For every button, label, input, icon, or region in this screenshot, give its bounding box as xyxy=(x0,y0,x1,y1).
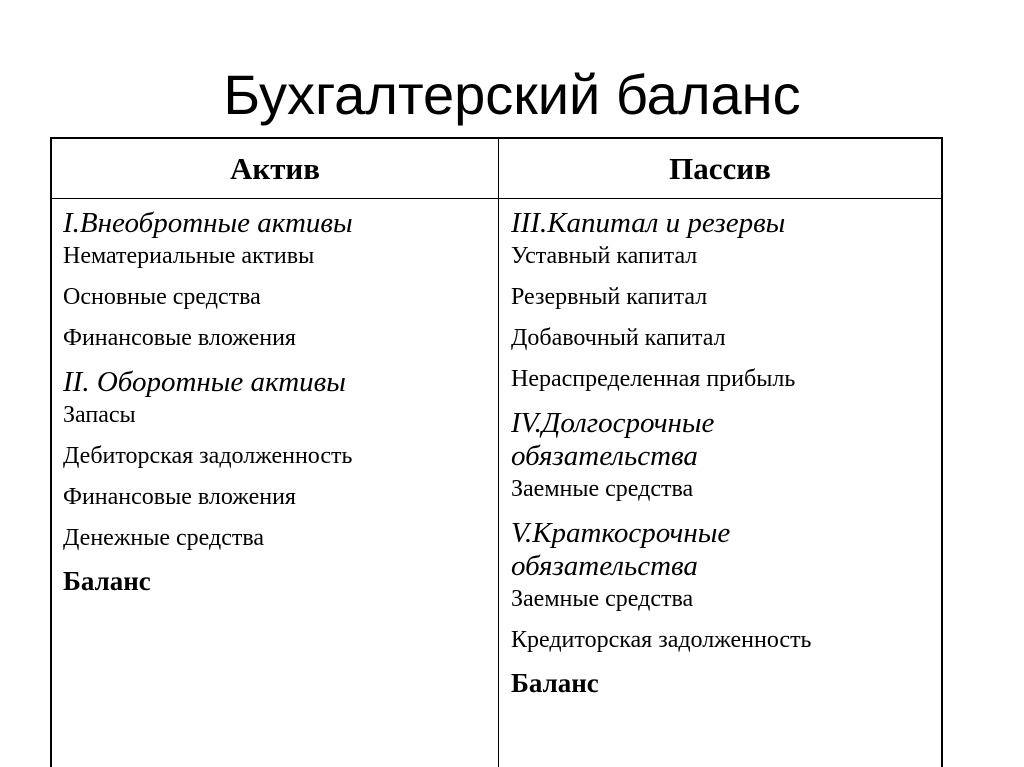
header-assets: Актив xyxy=(52,139,499,198)
list-item: Запасы xyxy=(63,402,136,428)
list-item: Резервный капитал xyxy=(511,284,708,310)
list-item: Финансовые вложения xyxy=(63,484,296,510)
list-item: Нематериальные активы xyxy=(63,243,315,269)
list-item: Денежные средства xyxy=(63,525,265,551)
section-short-term-liabilities: V.Краткосрочные обязательства xyxy=(511,517,731,582)
list-item: Заемные средства xyxy=(511,586,694,612)
assets-total: Баланс xyxy=(63,566,151,596)
section-noncurrent-assets: I.Внеобротные активы xyxy=(63,207,353,239)
list-item: Заемные средства xyxy=(511,476,694,502)
table-body xyxy=(52,199,941,767)
list-item: Финансовые вложения xyxy=(63,325,296,351)
balance-table xyxy=(50,137,943,767)
list-item: Кредиторская задолженность xyxy=(511,627,812,653)
assets-column xyxy=(52,199,499,767)
section-current-assets: II. Оборотные активы xyxy=(63,366,346,398)
slide-title: Бухгалтерский баланс xyxy=(223,63,801,126)
liabilities-total: Баланс xyxy=(511,668,599,698)
liabilities-column xyxy=(499,199,941,767)
list-item: Основные средства xyxy=(63,284,261,310)
section-long-term-liabilities: IV.Долгосрочные обязательства xyxy=(511,407,715,472)
list-item: Нераспределенная прибыль xyxy=(511,366,796,392)
section-capital-reserves: III.Капитал и резервы xyxy=(511,207,786,239)
list-item: Добавочный капитал xyxy=(511,325,726,351)
list-item: Дебиторская задолженность xyxy=(63,443,353,469)
table-header xyxy=(52,139,941,199)
list-item: Уставный капитал xyxy=(511,243,698,269)
header-liabilities: Пассив xyxy=(669,150,771,186)
